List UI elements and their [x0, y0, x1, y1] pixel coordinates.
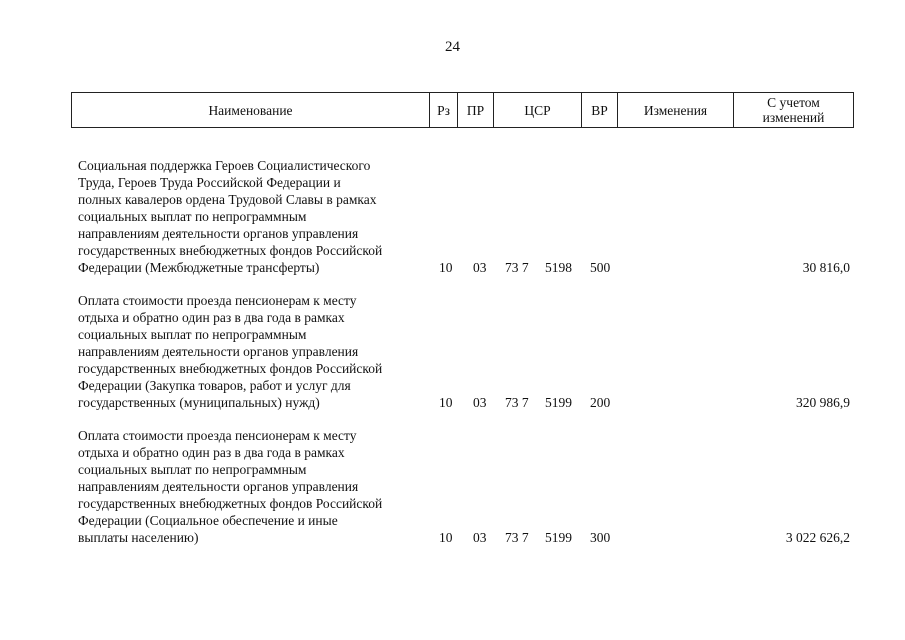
row-vr: 200: [590, 395, 611, 410]
description-line: направлениям деятельности органов управления: [78, 226, 359, 241]
description-line: направлениям деятельности органов управления: [78, 479, 359, 494]
description-line: социальных выплат по непрограммным: [78, 209, 307, 224]
row-vr: 300: [590, 530, 611, 545]
description-line: государственных внебюджетных фондов Российской: [78, 496, 383, 511]
row-pr: 03: [473, 260, 487, 275]
description-line: Федерации (Социальное обеспечение и иные: [78, 513, 338, 528]
with-changes-line-1: С учетом: [767, 95, 820, 110]
column-header-pr: ПР: [458, 93, 494, 128]
row-amount: 3 022 626,2: [785, 530, 850, 545]
description-line: отдыха и обратно один раз в два года в рамках: [78, 310, 345, 325]
row-csr-code: 5199: [545, 530, 572, 545]
column-header-vr: ВР: [582, 93, 618, 128]
row-csr-prefix: 73 7: [505, 395, 529, 410]
description-line: социальных выплат по непрограммным: [78, 327, 307, 342]
description-line: Оплата стоимости проезда пенсионерам к месту: [78, 293, 357, 308]
description-line: Оплата стоимости проезда пенсионерам к месту: [78, 428, 357, 443]
row-vr: 500: [590, 260, 611, 275]
description-line: государственных внебюджетных фондов Российской: [78, 361, 383, 376]
description-line: Труда, Героев Труда Российской Федерации и: [78, 175, 341, 190]
row-amount: 320 986,9: [796, 395, 850, 410]
description-line: государственных (муниципальных) нужд): [78, 395, 320, 410]
description-line: отдыха и обратно один раз в два года в рамках: [78, 445, 345, 460]
with-changes-line-2: изменений: [762, 110, 825, 125]
column-header-csr: ЦСР: [494, 93, 582, 128]
description-line: Социальная поддержка Героев Социалистического: [78, 158, 371, 173]
row-csr-code: 5199: [545, 395, 572, 410]
description-line: государственных внебюджетных фондов Российской: [78, 243, 383, 258]
table-header: [71, 92, 854, 128]
description-line: направлениям деятельности органов управления: [78, 344, 359, 359]
column-header-rz: Рз: [430, 93, 458, 128]
page-number: 24: [445, 39, 460, 55]
column-header-with-changes: [734, 93, 854, 128]
column-header-changes: Изменения: [618, 93, 734, 128]
row-description: [78, 427, 428, 546]
row-csr-prefix: 73 7: [505, 530, 529, 545]
description-line: социальных выплат по непрограммным: [78, 462, 307, 477]
column-header-name: Наименование: [72, 93, 430, 128]
description-line: Федерации (Закупка товаров, работ и услуг для: [78, 378, 351, 393]
row-description: [78, 292, 428, 411]
description-line: полных кавалеров ордена Трудовой Славы в рамках: [78, 192, 377, 207]
row-rz: 10: [439, 260, 453, 275]
row-pr: 03: [473, 530, 487, 545]
row-csr-code: 5198: [545, 260, 572, 275]
row-rz: 10: [439, 395, 453, 410]
row-description: [78, 157, 428, 276]
description-line: Федерации (Межбюджетные трансферты): [78, 260, 320, 275]
row-rz: 10: [439, 530, 453, 545]
row-csr-prefix: 73 7: [505, 260, 529, 275]
row-amount: 30 816,0: [802, 260, 850, 275]
row-pr: 03: [473, 395, 487, 410]
description-line: выплаты населению): [78, 530, 199, 545]
